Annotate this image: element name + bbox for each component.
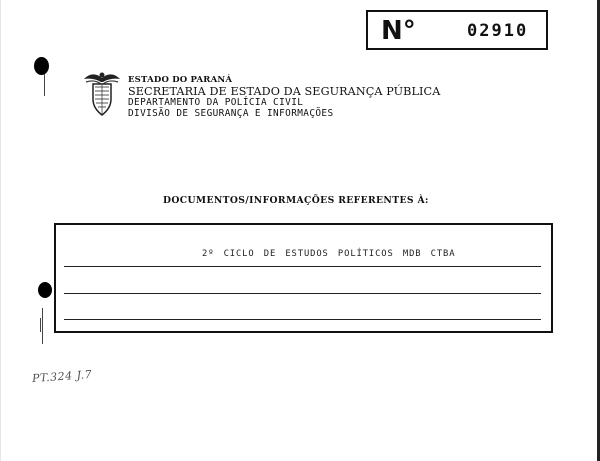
document-number-box [366, 10, 548, 50]
state-name: ESTADO DO PARANÁ [128, 75, 233, 85]
coat-of-arms-icon [82, 69, 122, 119]
handwritten-note: PT.324 J.7 [31, 367, 93, 386]
margin-mark-middle-2 [40, 318, 41, 332]
subject-line-1: 2º CICLO DE ESTUDOS POLÍTICOS MDB CTBA [202, 249, 456, 259]
document-number: 02910 [467, 21, 529, 41]
number-label: N° [381, 16, 416, 46]
punch-hole-top [34, 57, 49, 75]
form-rule [64, 266, 541, 267]
division-name: DIVISÃO DE SEGURANÇA E INFORMAÇÕES [128, 107, 334, 119]
department-name: DEPARTAMENTO DA POLÍCIA CIVIL [128, 97, 304, 108]
punch-hole-middle [38, 282, 52, 298]
form-rule [64, 319, 541, 320]
documents-heading: DOCUMENTOS/INFORMAÇÕES REFERENTES À: [163, 195, 429, 206]
secretariat-name: SECRETARIA DE ESTADO DA SEGURANÇA PÚBLICA [128, 85, 441, 98]
margin-mark-top [44, 74, 45, 96]
documents-box [54, 223, 553, 333]
margin-mark-middle [42, 308, 43, 344]
form-rule [64, 293, 541, 294]
letterhead [128, 75, 440, 119]
